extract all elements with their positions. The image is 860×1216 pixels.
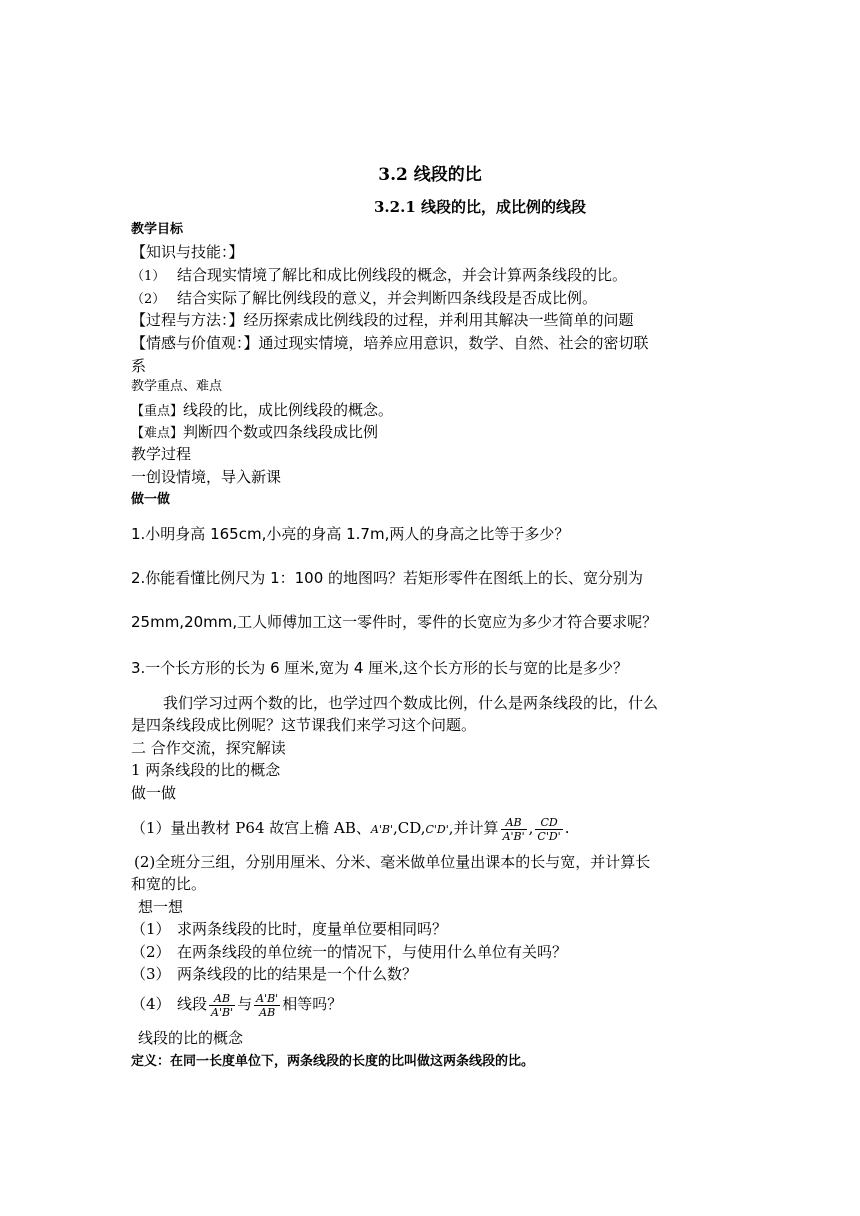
key-points-heading: 教学重点、难点 xyxy=(131,379,223,394)
process-method-line: 【过程与方法：】经历探索成比例线段的过程，并利用其解决一些简单的问题 xyxy=(131,311,634,329)
key-point-text: 线段的比，成比例线段的概念。 xyxy=(183,401,394,419)
do-heading: 做一做 xyxy=(131,492,171,507)
difficulty-line xyxy=(131,421,378,445)
fraction-numerator: AB xyxy=(209,992,235,1006)
fraction-numerator: AB xyxy=(501,816,527,830)
item-number: （1） xyxy=(131,920,171,938)
fraction-denominator: AB xyxy=(259,1005,276,1019)
process-heading: 教学过程 xyxy=(131,445,192,463)
difficulty-tag: 【难点】 xyxy=(131,426,184,441)
activity-1-prefix: （1）量出教材 P64 故宫上檐 AB、 xyxy=(131,819,371,837)
fraction-a1b1-over-ab xyxy=(254,992,280,1019)
fraction-cd-over-c1d1 xyxy=(535,816,562,843)
section-1-heading: 一创设情境，导入新课 xyxy=(131,468,282,486)
emotion-line-1: 【情感与价值观：】通过现实情境，培养应用意识，数学、自然、社会的密切联 xyxy=(131,334,649,352)
segment-a1b1: A'B' xyxy=(370,823,393,836)
think-item-3 xyxy=(131,963,417,985)
emotion-line-2: 系 xyxy=(131,357,147,375)
think-item-2 xyxy=(131,941,567,963)
goals-heading: 教学目标 xyxy=(131,222,184,237)
think-item-1 xyxy=(131,918,447,940)
think-4-and: 与 xyxy=(237,995,253,1013)
fraction-denominator: A'B' xyxy=(211,1005,234,1019)
subsection-1-heading: 1 两条线段的比的概念 xyxy=(131,761,281,779)
concept-heading: 线段的比的概念 xyxy=(138,1029,244,1047)
think-4-prefix: 线段 xyxy=(177,995,208,1013)
key-point-tag: 【重点】 xyxy=(131,404,184,419)
key-point-line xyxy=(131,399,393,423)
item-number: （2） xyxy=(131,943,171,961)
section-subtitle: 3.2.1 线段的比，成比例的线段 xyxy=(374,198,586,216)
item-text: 求两条线段的比时，度量单位要相同吗？ xyxy=(177,920,448,938)
activity-1-line xyxy=(131,812,570,846)
activity-1-mid: ,CD, xyxy=(392,819,426,837)
comma: , xyxy=(528,819,534,837)
activity-2-line-1: (2)全班分三组，分别用厘米、分米、毫米做单位量出课本的长与宽，并计算长 xyxy=(134,853,651,871)
fraction-denominator: C'D' xyxy=(537,829,561,843)
item-text: 在两条线段的单位统一的情况下，与使用什么单位有关吗？ xyxy=(177,943,568,961)
item-text: 结合现实情境了解比和成比例线段的概念，并会计算两条线段的比。 xyxy=(177,266,628,284)
knowledge-item-2 xyxy=(131,287,597,311)
fraction-ab-over-a1b1 xyxy=(501,816,527,843)
do-heading-2: 做一做 xyxy=(131,784,177,802)
question-3: 3.一个长方形的长为 6 厘米,宽为 4 厘米,这个长方形的长与宽的比是多少？ xyxy=(131,659,629,677)
activity-1-end: . xyxy=(564,819,570,837)
question-2-line-1: 2.你能看懂比例尺为 1：100 的地图吗？若矩形零件在图纸上的长、宽分别为 xyxy=(131,569,644,587)
fraction-numerator: A'B' xyxy=(256,991,279,1005)
think-item-4 xyxy=(131,988,342,1020)
segment-c1d1: C'D' xyxy=(425,823,449,836)
think-4-suffix: 相等吗？ xyxy=(282,995,343,1013)
section-2-heading: 二 合作交流，探究解读 xyxy=(131,739,286,757)
item-number: （1） xyxy=(131,269,166,284)
knowledge-item-1 xyxy=(131,264,627,288)
intro-paragraph-line-2: 是四条线段成比例呢？这节课我们来学习这个问题。 xyxy=(131,716,477,734)
fraction-numerator: CD xyxy=(535,816,562,830)
question-1: 1.小明身高 165cm,小亮的身高 1.7m,两人的身高之比等于多少？ xyxy=(131,525,570,543)
item-text: 结合实际了解比例线段的意义，并会判断四条线段是否成比例。 xyxy=(177,289,598,307)
item-number: （3） xyxy=(131,965,171,983)
definition-text: 定义：在同一长度单位下，两条线段的长度的比叫做这两条线段的比。 xyxy=(131,1054,535,1069)
activity-2-line-2: 和宽的比。 xyxy=(131,875,207,893)
knowledge-heading: 【知识与技能：】 xyxy=(131,243,244,261)
fraction-denominator: A'B' xyxy=(502,829,525,843)
intro-paragraph-line-1: 我们学习过两个数的比，也学过四个数成比例，什么是两条线段的比，什么 xyxy=(163,694,659,712)
question-2-line-2: 25mm,20mm,工人师傅加工这一零件时，零件的长宽应为多少才符合要求呢？ xyxy=(131,613,658,631)
difficulty-text: 判断四个数或四条线段成比例 xyxy=(183,423,379,441)
item-number: （2） xyxy=(131,292,166,307)
activity-1-calc: ,并计算 xyxy=(448,819,499,837)
item-text: 两条线段的比的结果是一个什么数？ xyxy=(177,965,418,983)
fraction-ab-over-a1b1 xyxy=(209,992,235,1019)
think-heading: 想一想 xyxy=(138,898,184,916)
item-number: （4） xyxy=(131,995,171,1013)
page-title: 3.2 线段的比 xyxy=(378,165,482,185)
